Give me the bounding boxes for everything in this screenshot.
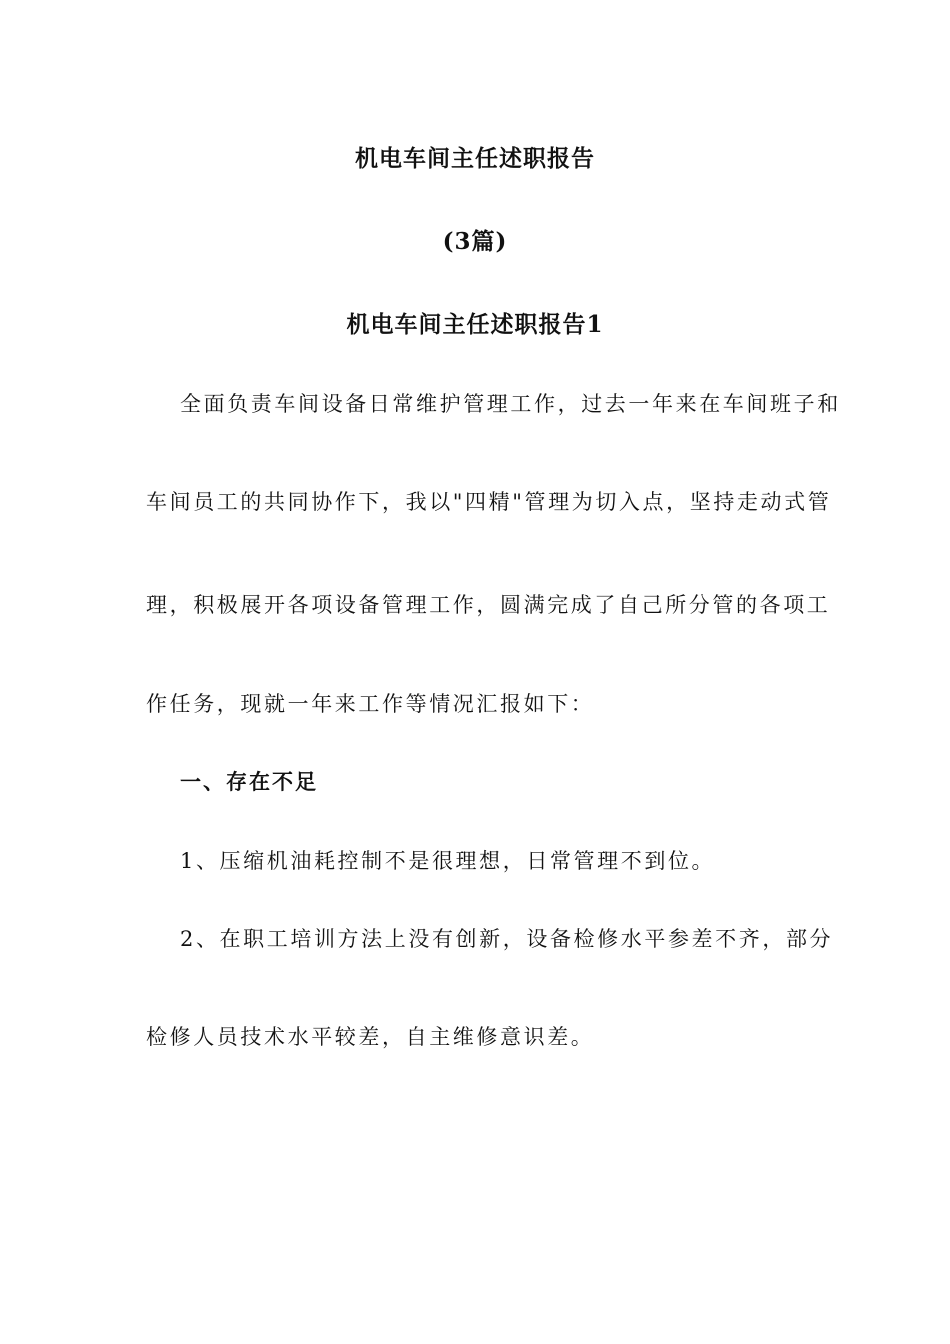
shortcomings-heading: 一、存在不足: [180, 769, 318, 794]
intro-line-4: 作任务，现就一年来工作等情况汇报如下：: [146, 692, 595, 716]
document-title: 机电车间主任述职报告: [355, 145, 595, 172]
shortcoming-item-2-line-2: 检修人员技术水平较差，自主维修意识差。: [146, 1025, 595, 1049]
shortcoming-item-1: 1、压缩机油耗控制不是很理想，日常管理不到位。: [180, 849, 716, 873]
document-subtitle: (3篇): [442, 228, 508, 255]
intro-line-3: 理，积极展开各项设备管理工作，圆满完成了自己所分管的各项工: [146, 593, 831, 617]
shortcoming-item-2-line-1: 2、在职工培训方法上没有创新，设备检修水平参差不齐，部分: [180, 927, 834, 951]
section-title: 机电车间主任述职报告1: [346, 311, 604, 338]
intro-line-1: 全面负责车间设备日常维护管理工作，过去一年来在车间班子和: [180, 392, 841, 416]
intro-line-2: 车间员工的共同协作下，我以"四精"管理为切入点，坚持走动式管: [146, 490, 832, 514]
